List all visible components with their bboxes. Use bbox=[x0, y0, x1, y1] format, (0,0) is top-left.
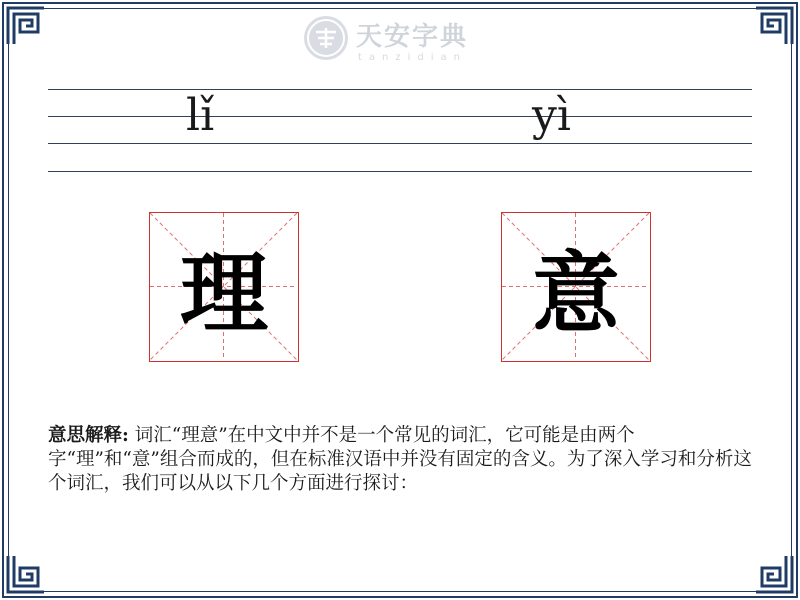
corner-ornament-icon bbox=[752, 552, 796, 596]
meaning-label: 意思解释 bbox=[48, 425, 123, 446]
meaning-explanation bbox=[48, 424, 754, 496]
pinyin-line bbox=[48, 171, 752, 172]
pinyin-line bbox=[48, 116, 752, 117]
meaning-text: 词汇“理意”在中文中并不是一个常见的词汇，它可能是由两个字“理”和“意”组合而成的，但在标准汉语中并没有固定的含义。为了深入学习和分析这个词汇，我们可以从以下几个方面进行探讨： bbox=[48, 425, 752, 494]
character-grid-box bbox=[149, 212, 299, 362]
logo-name: 天安字典 bbox=[356, 22, 469, 52]
page-frame-inner bbox=[8, 8, 792, 592]
corner-ornament-icon bbox=[4, 552, 48, 596]
corner-ornament-icon bbox=[4, 4, 48, 48]
logo-subtitle: tanzidian bbox=[358, 52, 468, 63]
character-grid-box bbox=[501, 212, 651, 362]
pinyin-yi: yì bbox=[532, 90, 571, 141]
site-logo bbox=[300, 12, 500, 70]
corner-ornament-icon bbox=[752, 4, 796, 48]
dictionary-seal-icon bbox=[304, 16, 348, 60]
pinyin-line bbox=[48, 143, 752, 144]
character-li: 理 bbox=[179, 241, 268, 345]
pinyin-line bbox=[48, 89, 752, 90]
character-yi: 意 bbox=[531, 241, 620, 345]
pinyin-li: lǐ bbox=[186, 90, 215, 141]
meaning-label-colon: : bbox=[122, 425, 129, 446]
